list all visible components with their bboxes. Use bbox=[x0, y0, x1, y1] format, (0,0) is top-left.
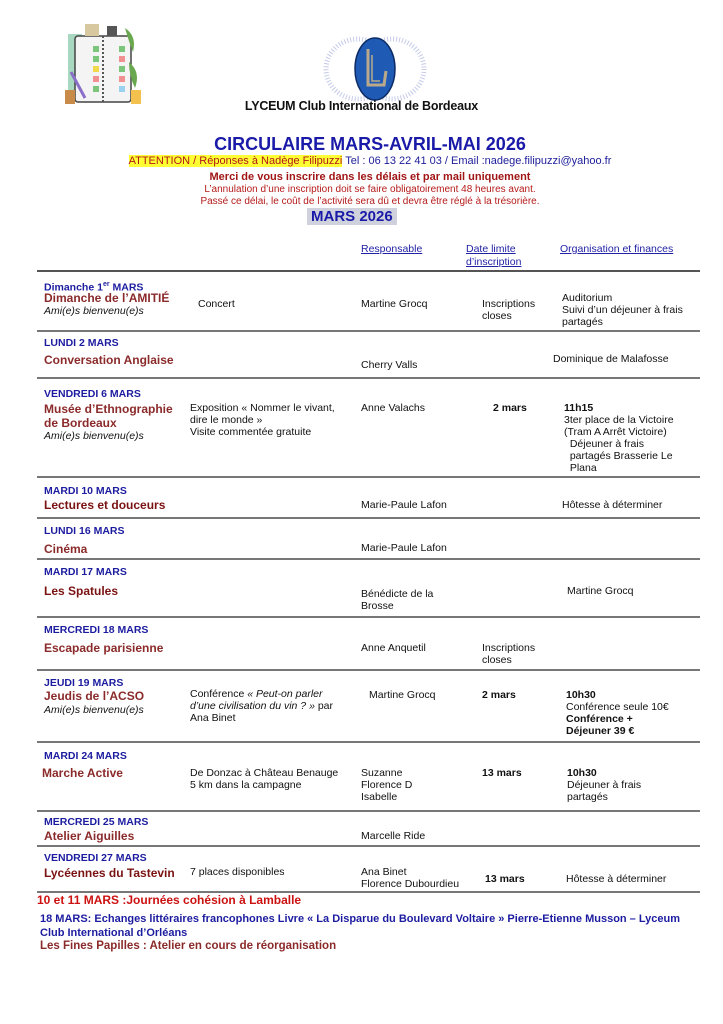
event-responsable: Anne Anquetil bbox=[361, 642, 426, 654]
note-echanges: 18 MARS: Echanges littéraires francophones Livre « La Disparue du Boulevard Voltaire » Pierre-Etienne Musson – Lyceum Club International d’Orléans bbox=[40, 913, 681, 939]
attention-line bbox=[0, 155, 723, 167]
event-day: MARDI 10 MARS bbox=[44, 485, 127, 497]
column-header-organisation: Organisation et finances bbox=[560, 243, 674, 255]
event-activity: Lectures et douceurs bbox=[44, 498, 166, 512]
event-deadline: Inscriptions closes bbox=[482, 298, 536, 322]
note-lamballe: 10 et 11 MARS :Journées cohésion à Lamballe bbox=[37, 893, 302, 907]
divider bbox=[37, 616, 700, 618]
event-organisation: Dominique de Malafosse bbox=[553, 353, 669, 365]
event-deadline: 13 mars bbox=[482, 767, 522, 779]
event-activity: Jeudis de l’ACSO bbox=[44, 689, 145, 703]
event-ami: Ami(e)s bienvenu(e)s bbox=[44, 305, 144, 317]
month-heading: MARS 2026 bbox=[307, 208, 397, 225]
event-responsable: Ana Binet Florence Dubourdieu bbox=[361, 866, 460, 890]
event-organisation: 11h15 3ter place de la Victoire (Tram A Arrêt Victoire) Déjeuner à frais partagés Brasserie Le Plana bbox=[564, 402, 674, 474]
event-activity: Conversation Anglaise bbox=[44, 353, 174, 367]
divider bbox=[37, 330, 700, 332]
date-limite-line1: Date limite bbox=[466, 243, 516, 255]
event-responsable: Martine Grocq bbox=[361, 298, 428, 310]
attention-highlight: ATTENTION / Réponses à Nadège Filipuzzi bbox=[128, 155, 343, 167]
event-activity: Escapade parisienne bbox=[44, 641, 164, 655]
event-deadline: 2 mars bbox=[482, 689, 516, 701]
event-day: VENDREDI 6 MARS bbox=[44, 388, 141, 400]
page-title: CIRCULAIRE MARS-AVRIL-MAI 2026 bbox=[214, 134, 526, 154]
divider bbox=[37, 810, 700, 812]
date-limite-line2: d’inscription bbox=[466, 256, 522, 268]
event-detail: Exposition « Nommer le vivant, dire le monde » Visite commentée gratuite bbox=[190, 402, 335, 438]
event-activity: Dimanche de l’AMITIÉ bbox=[44, 291, 170, 305]
event-organisation: 10h30 Conférence seule 10€ Conférence + Déjeuner 39 € bbox=[566, 689, 669, 737]
divider bbox=[37, 845, 700, 847]
event-detail: Concert bbox=[198, 298, 235, 310]
annulation-notice: L’annulation d’une inscription doit se faire obligatoirement 48 heures avant. bbox=[204, 184, 536, 195]
event-organisation: Hôtesse à déterminer bbox=[566, 873, 667, 885]
event-responsable: Bénédicte de la Brosse bbox=[361, 588, 434, 612]
event-responsable: Suzanne Florence D Isabelle bbox=[361, 767, 413, 803]
divider bbox=[37, 517, 700, 519]
event-deadline: Inscriptions closes bbox=[482, 642, 536, 666]
event-day: MERCREDI 25 MARS bbox=[44, 816, 149, 828]
divider bbox=[37, 558, 700, 560]
event-day: MARDI 17 MARS bbox=[44, 566, 127, 578]
event-ami: Ami(e)s bienvenu(e)s bbox=[44, 704, 144, 716]
event-activity: Marche Active bbox=[42, 766, 123, 780]
event-responsable: Anne Valachs bbox=[361, 402, 426, 414]
event-detail: 7 places disponibles bbox=[190, 866, 285, 878]
event-responsable: Marie-Paule Lafon bbox=[361, 499, 447, 511]
event-day: JEUDI 19 MARS bbox=[44, 677, 124, 689]
divider bbox=[37, 270, 700, 272]
event-day: LUNDI 2 MARS bbox=[44, 337, 119, 349]
column-header-date-limite bbox=[466, 243, 521, 269]
event-activity: Cinéma bbox=[44, 542, 88, 556]
event-day: VENDREDI 27 MARS bbox=[44, 852, 147, 864]
event-deadline: 13 mars bbox=[485, 873, 525, 885]
note-fines-papilles: Les Fines Papilles : Atelier en cours de réorganisation bbox=[40, 940, 337, 952]
club-name: LYCEUM Club International de Bordeaux bbox=[244, 99, 479, 113]
column-header-responsable: Responsable bbox=[361, 243, 423, 255]
event-responsable: Marie-Paule Lafon bbox=[361, 542, 447, 554]
attention-contact[interactable]: Tel : 06 13 22 41 03 / Email :nadege.filipuzzi@yahoo.fr bbox=[342, 155, 612, 167]
event-activity: Lycéennes du Tastevin bbox=[44, 866, 175, 880]
event-day: LUNDI 16 MARS bbox=[44, 525, 125, 537]
event-detail: Conférence « Peut-on parler d’une civilisation du vin ? » par Ana Binet bbox=[190, 688, 334, 724]
event-day: MERCREDI 18 MARS bbox=[44, 624, 149, 636]
event-activity: Musée d’Ethnographie de Bordeaux bbox=[44, 402, 173, 430]
event-organisation: Auditorium Suivi d’un déjeuner à frais partagés bbox=[562, 292, 683, 328]
event-day: MARDI 24 MARS bbox=[44, 750, 127, 762]
event-responsable: Cherry Valls bbox=[361, 359, 418, 371]
divider bbox=[37, 476, 700, 478]
event-responsable: Martine Grocq bbox=[369, 689, 436, 701]
event-activity: Les Spatules bbox=[44, 584, 119, 598]
lyceum-logo-icon bbox=[320, 35, 430, 103]
event-ami: Ami(e)s bienvenu(e)s bbox=[44, 430, 144, 442]
event-organisation: Hôtesse à déterminer bbox=[562, 499, 663, 511]
divider bbox=[37, 741, 700, 743]
event-organisation: Martine Grocq bbox=[567, 585, 634, 597]
divider bbox=[37, 377, 700, 379]
event-organisation: 10h30 Déjeuner à frais partagés bbox=[567, 767, 642, 803]
event-responsable: Marcelle Ride bbox=[361, 830, 426, 842]
divider bbox=[37, 669, 700, 671]
event-day: Dimanche 1er MARS bbox=[44, 281, 144, 294]
merci-notice: Merci de vous inscrire dans les délais et par mail uniquement bbox=[209, 171, 531, 183]
event-detail: De Donzac à Château Benauge 5 km dans la campagne bbox=[190, 767, 339, 791]
event-activity: Atelier Aiguilles bbox=[44, 829, 135, 843]
passe-notice: Passé ce délai, le coût de l’activité sera dû et devra être réglé à la trésorière. bbox=[200, 196, 540, 207]
event-deadline: 2 mars bbox=[493, 402, 527, 414]
